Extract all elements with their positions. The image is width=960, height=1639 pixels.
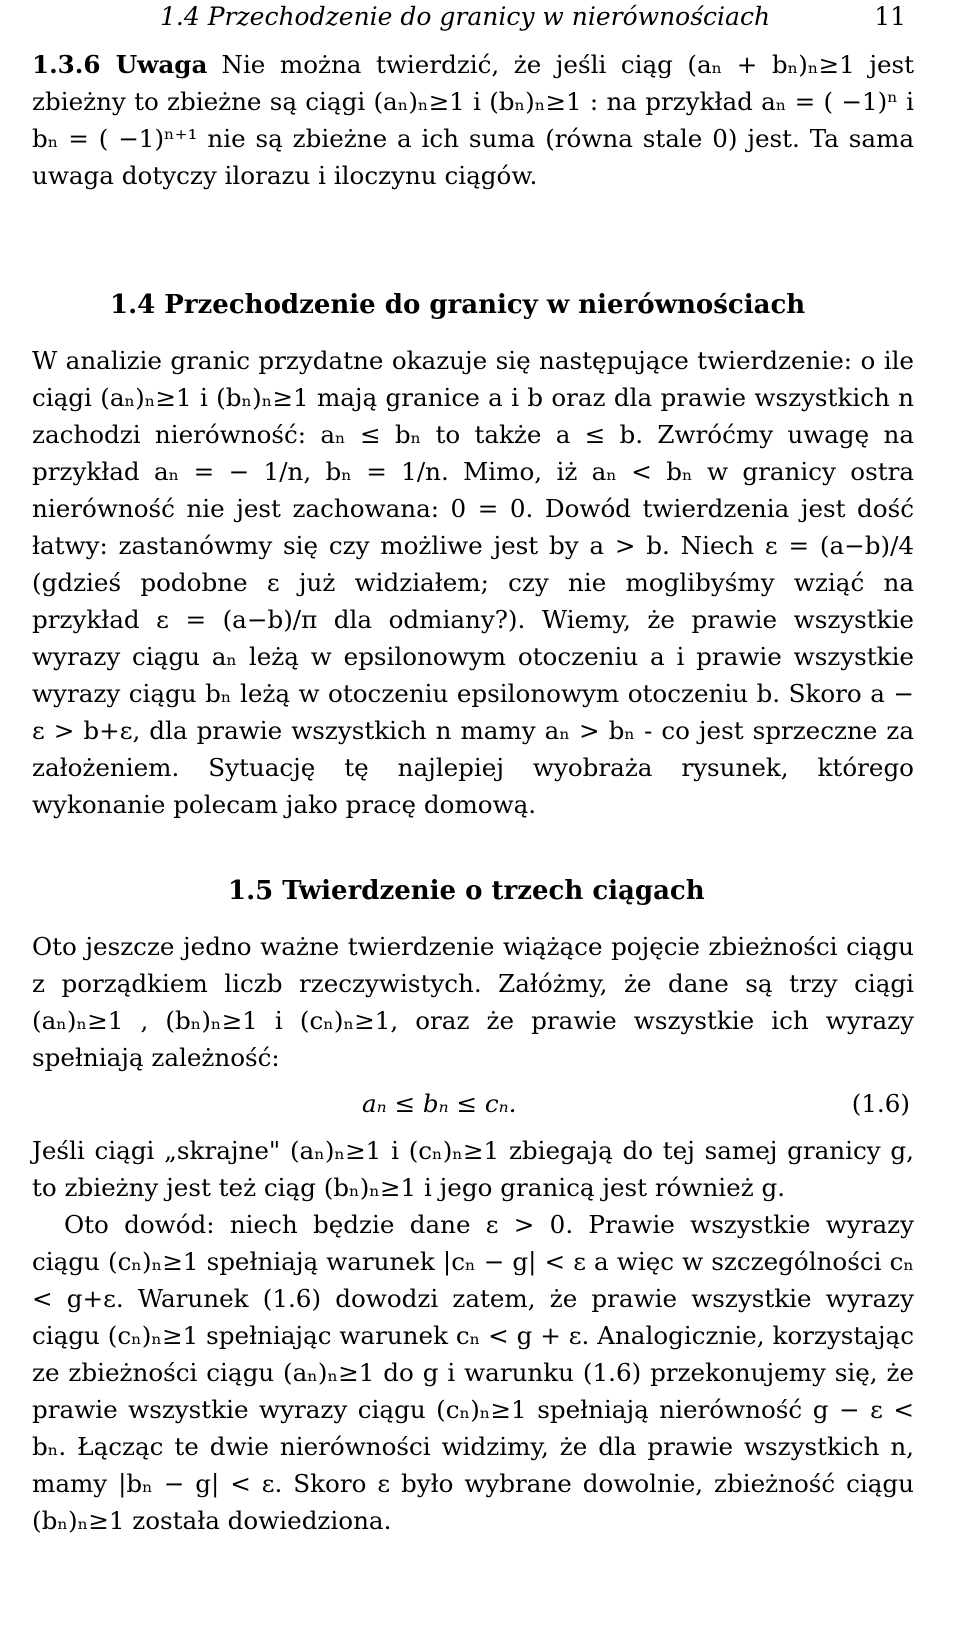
remark-text: Nie można twierdzić, że jeśli ciąg (aₙ + bₙ)ₙ≥1 jest zbieżny to zbieżne są ciągi (aₙ)ₙ≥1 i (bₙ)ₙ≥1 : na przykład aₙ = ( −1)ⁿ i bₙ = ( −1)ⁿ⁺¹ nie są zbieżne a ich suma (równa stale 0) jest. Ta sama uwaga dotyczy ilorazu i iloczynu ciągów.: [32, 50, 914, 190]
document-page: [0, 2, 960, 1639]
equation-1-6: [32, 1076, 914, 1132]
equation-number: (1.6): [851, 1089, 910, 1118]
running-header-title: 1.4 Przechodzenie do granicy w nierównościach: [160, 2, 771, 31]
section-1-5-paragraph-2: Jeśli ciągi „skrajne" (aₙ)ₙ≥1 i (cₙ)ₙ≥1 zbiegają do tej samej granicy g, to zbieżny jest też ciąg (bₙ)ₙ≥1 i jego granicą jest również g.: [32, 1136, 914, 1202]
section-1-5-body: [32, 928, 914, 1539]
remark-block: [32, 46, 914, 194]
section-1-4-body: [32, 342, 914, 823]
remark-label: 1.3.6 Uwaga: [32, 50, 208, 79]
running-header: [32, 2, 914, 36]
section-1-5-paragraph-3: Oto dowód: niech będzie dane ε > 0. Prawie wszystkie wyrazy ciągu (cₙ)ₙ≥1 spełniają warunek |cₙ − g| < ε a więc w szczególności cₙ < g+ε. Warunek (1.6) dowodzi zatem, że prawie wszystkie wyrazy ciągu (cₙ)ₙ≥1 spełniając warunek cₙ < g + ε. Analogicznie, korzystając ze zbieżności ciągu (aₙ)ₙ≥1 do g i warunku (1.6) przekonujemy się, że prawie wszystkie wyrazy ciągu (cₙ)ₙ≥1 spełniają nierówność g − ε < bₙ. Łącząc te dwie nierówności widzimy, że dla prawie wszystkich n, mamy |bₙ − g| < ε. Skoro ε było wybrane dowolnie, zbieżność ciągu (bₙ)ₙ≥1 została dowiedziona.: [32, 1210, 914, 1535]
page-number: 11: [874, 2, 906, 31]
remark-paragraph: [32, 46, 914, 194]
section-1-4-paragraph: W analizie granic przydatne okazuje się następujące twierdzenie: o ile ciągi (aₙ)ₙ≥1 i (bₙ)ₙ≥1 mają granice a i b oraz dla prawie wszystkich n zachodzi nierówność: aₙ ≤ bₙ to także a ≤ b. Zwróćmy uwagę na przykład aₙ = − 1/n, bₙ = 1/n. Mimo, iż aₙ < bₙ w granicy ostra nierówność nie jest zachowana: 0 = 0. Dowód twierdzenia jest dość łatwy: zastanówmy się czy możliwe jest by a > b. Niech ε = (a−b)/4 (gdzieś podobne ε już widziałem; czy nie moglibyśmy wziąć na przykład ε = (a−b)/π dla odmiany?). Wiemy, że prawie wszystkie wyrazy ciągu aₙ leżą w epsilonowym otoczeniu a i prawie wszystkie wyrazy ciągu bₙ leżą w otoczeniu epsilonowym otoczeniu b. Skoro a − ε > b+ε, dla prawie wszystkich n mamy aₙ > bₙ - co jest sprzeczne za założeniem. Sytuację tę najlepiej wyobraża rysunek, którego wykonanie polecam jako pracę domową.: [32, 346, 914, 819]
section-heading-1-5: 1.5 Twierdzenie o trzech ciągach: [228, 876, 705, 906]
section-1-5-paragraph-1: Oto jeszcze jedno ważne twierdzenie wiążące pojęcie zbieżności ciągu z porządkiem liczb rzeczywistych. Załóżmy, że dane są trzy ciągi (aₙ)ₙ≥1 , (bₙ)ₙ≥1 i (cₙ)ₙ≥1, oraz że prawie wszystkie ich wyrazy spełniają zależność:: [32, 932, 914, 1072]
equation-body: aₙ ≤ bₙ ≤ cₙ.: [362, 1089, 517, 1118]
section-heading-1-4: 1.4 Przechodzenie do granicy w nierównościach: [110, 290, 806, 320]
